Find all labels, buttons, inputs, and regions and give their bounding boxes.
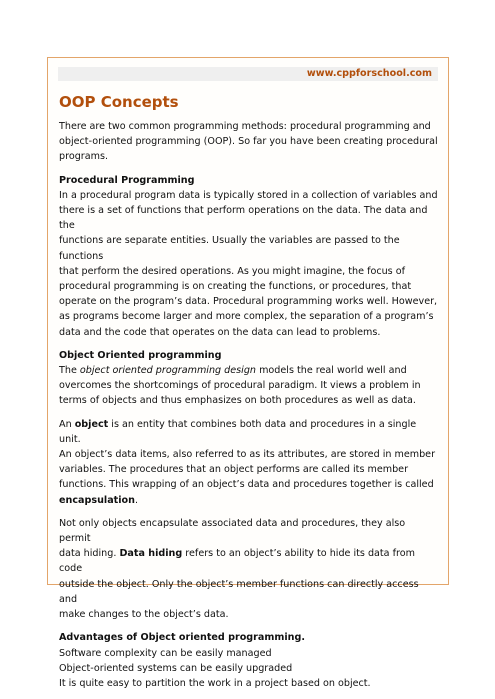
site-url-link[interactable]: www.cppforschool.com [306, 68, 432, 79]
advantage-item: It is quite easy to partition the work in a project based on object. [59, 677, 371, 689]
advantages-list [59, 646, 439, 692]
hiding-line: Not only objects encapsulate associated data and procedures, they also permit [59, 517, 406, 545]
procedural-line: as programs become larger and more complex, the separation of a program’s [59, 311, 434, 323]
oop-line-start: The [59, 365, 80, 377]
url-bar [58, 67, 438, 81]
oop-design-emphasis: object oriented programming design [79, 365, 257, 377]
object-paragraph [59, 417, 439, 508]
object-term: object [74, 418, 109, 430]
hiding-line: make changes to the object’s data. [59, 609, 229, 621]
procedural-line: operate on the program’s data. Procedural programming works well. However, [59, 296, 438, 308]
object-line-end: is an entity that combines both data and procedures in a single unit. [59, 418, 417, 445]
procedural-heading: Procedural Programming [59, 174, 195, 186]
hiding-line-end: refers to an object’s ability to hide its data from code [59, 548, 415, 575]
oop-heading: Object Oriented programming [59, 349, 222, 361]
procedural-line: procedural programming is on creating the functions, or procedures, that [59, 281, 412, 293]
procedural-line: data and the code that operates on the data can lead to problems. [59, 326, 381, 338]
procedural-line: functions are separate entities. Usually the variables are passed to the functions [59, 235, 400, 262]
object-line: An object’s data items, also referred to as its attributes, are stored in member [59, 449, 436, 461]
intro-line: programs. [59, 151, 108, 163]
procedural-line: there is a set of functions that perform operations on the data. The data and the [59, 205, 428, 232]
encapsulation-term: encapsulation [59, 494, 135, 506]
advantage-item: Software complexity can be easily managed [59, 647, 272, 659]
intro-line: There are two common programming methods: procedural programming and [59, 121, 431, 132]
object-line-start: An [59, 418, 75, 430]
hiding-line-start: data hiding. [59, 548, 120, 560]
oop-line: overcomes the shortcomings of procedural paradigm. It views a problem in [59, 380, 421, 392]
hiding-paragraph [59, 516, 439, 622]
hiding-line: outside the object. Only the object’s member functions can directly access and [59, 578, 419, 605]
intro-paragraph [59, 119, 439, 165]
procedural-line: In a procedural program data is typically stored in a collection of variables and [59, 189, 438, 201]
oop-paragraph [59, 363, 439, 409]
page-title: OOP Concepts [59, 93, 179, 111]
document-body [59, 119, 439, 699]
object-line: variables. The procedures that an object performs are called its member [59, 464, 409, 476]
advantage-item: Object-oriented systems can be easily upgraded [59, 662, 293, 674]
document-frame [47, 57, 449, 689]
advantages-heading: Advantages of Object oriented programming. [59, 632, 306, 644]
object-line: functions. This wrapping of an object’s data and procedures together is called [59, 479, 434, 491]
procedural-line: that perform the desired operations. As you might imagine, the focus of [59, 265, 405, 277]
oop-line: terms of objects and thus emphasizes on both procedures as well as data. [59, 395, 416, 407]
procedural-paragraph [59, 188, 439, 340]
oop-line-end: models the real world well and [256, 365, 407, 377]
intro-line: object-oriented programming (OOP). So far you have been creating procedural [59, 136, 438, 148]
object-line-end: . [134, 494, 139, 506]
data-hiding-term: Data hiding [119, 548, 183, 560]
